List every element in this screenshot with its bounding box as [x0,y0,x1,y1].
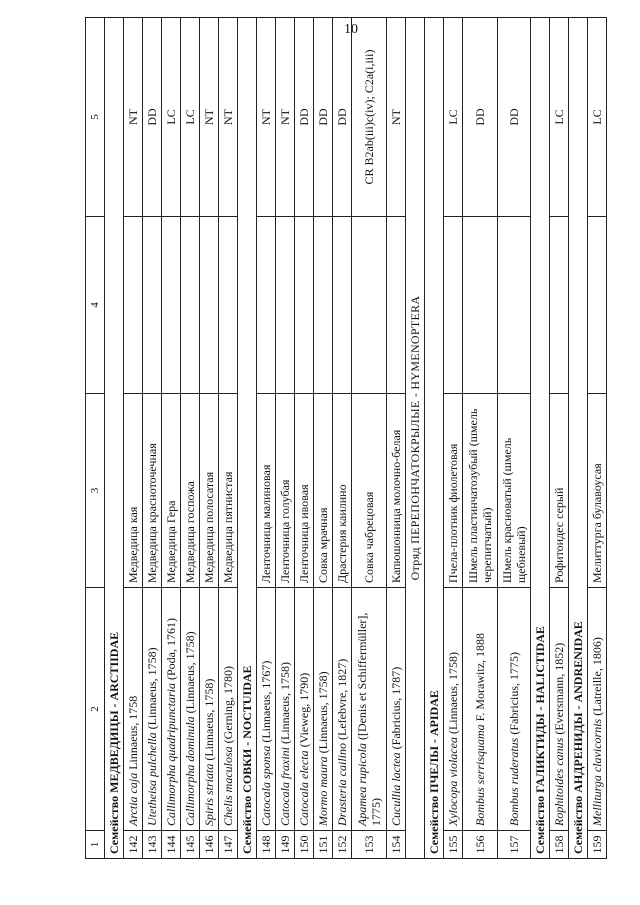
species-number: 153 [352,831,387,859]
species-number: 149 [276,831,295,859]
species-table [85,17,607,859]
species-russian-name: Медведица госпожа [181,394,200,588]
species-status: LC [162,18,181,217]
species-russian-name: Капюшонница молочно-белая [387,394,406,588]
species-author: (Linnaeus, 1758) [316,671,330,757]
species-russian-name: Медведица пятнистая [219,394,238,588]
species-genus: Xylocopa violacea [446,737,460,826]
species-col4 [588,217,607,394]
species-status: NT [200,18,219,217]
species-status: DD [498,18,531,217]
species-row [387,18,406,859]
species-number: 151 [314,831,333,859]
species-status: CR B2ab(iii)c(iv); C2a(i,iii) [352,18,387,217]
species-latin-name [444,588,463,831]
species-genus: Cucullia lactea [389,752,403,826]
species-row [162,18,181,859]
species-col4 [276,217,295,394]
species-status: DD [463,18,498,217]
species-status: NT [257,18,276,217]
order-row [406,18,425,859]
species-russian-name: Драстерия каилино [333,394,352,588]
species-latin-name [387,588,406,831]
species-status: LC [588,18,607,217]
species-author: Linnaeus, 1758 [126,695,140,773]
species-latin-name [257,588,276,831]
species-author: F. Morawitz, 1888 [473,632,487,725]
column-number: 3 [86,394,105,588]
species-number: 143 [143,831,162,859]
species-author: (Linnaeus, 1758) [202,678,216,764]
species-latin-name [498,588,531,831]
species-row [498,18,531,859]
species-author: (Eversmann, 1852) [552,642,566,738]
species-russian-name: Ленточница малиновая [257,394,276,588]
species-russian-name: Шмель красноватый (шмель щебневый) [498,394,531,588]
species-russian-name: Медведица полосатая [200,394,219,588]
species-col4 [463,217,498,394]
species-latin-name [314,588,333,831]
species-row [444,18,463,859]
species-number: 156 [463,831,498,859]
species-genus: Bombus serrisquama [473,724,487,826]
species-status: NT [276,18,295,217]
species-russian-name: Мелиттурга булавоусая [588,394,607,588]
species-russian-name: Рофитоидес серый [550,394,569,588]
species-number: 155 [444,831,463,859]
species-number: 150 [295,831,314,859]
species-status: DD [314,18,333,217]
species-genus: Melliturga clavicornis [590,718,604,826]
species-col4 [550,217,569,394]
species-status: DD [143,18,162,217]
species-status: NT [124,18,143,217]
family-row [238,18,257,859]
species-genus: Catocala electa [297,750,311,826]
species-col4 [219,217,238,394]
species-russian-name: Пчела-плотник фиолетовая [444,394,463,588]
species-col4 [295,217,314,394]
family-row [105,18,124,859]
species-latin-name [588,588,607,831]
species-genus: Arctia caja [126,772,140,826]
species-latin-name [352,588,387,831]
species-status: LC [550,18,569,217]
species-col4 [181,217,200,394]
family-row [569,18,588,859]
species-genus: Utetheisa pulchella [145,732,159,826]
species-status: LC [444,18,463,217]
species-col4 [333,217,352,394]
family-row [425,18,444,859]
species-genus: Catocala fraxini [278,747,292,826]
species-status: NT [219,18,238,217]
column-number-row [86,18,105,859]
species-russian-name: Медведица красноточечная [143,394,162,588]
species-latin-name [219,588,238,831]
family-title: Семейство ПЧЕЛЫ - APIDAE [425,18,444,859]
species-genus: Drasteria cailino [335,743,349,826]
species-number: 158 [550,831,569,859]
species-genus: Mormo maura [316,756,330,826]
column-number: 1 [86,831,105,859]
species-author: (Linnaeus, 1758) [278,662,292,747]
species-latin-name [124,588,143,831]
species-genus: Bombus ruderatus [507,737,521,826]
species-row [219,18,238,859]
order-title: Отряд ПЕРЕПОНЧАТОКРЫЛЫЕ - HYMENOPTERA [406,18,425,859]
species-russian-name: Медведица кая [124,394,143,588]
species-status: DD [333,18,352,217]
species-row [143,18,162,859]
species-row [463,18,498,859]
species-latin-name [181,588,200,831]
species-genus: Apamea rupicola [355,743,369,826]
species-number: 147 [219,831,238,859]
species-row [550,18,569,859]
species-author: (Linnaeus, 1767) [259,660,273,746]
species-russian-name: Ленточница голубая [276,394,295,588]
species-number: 154 [387,831,406,859]
species-genus: Callimorpha dominula [183,716,197,826]
column-number: 4 [86,217,105,394]
species-number: 142 [124,831,143,859]
family-title: Семейство МЕДВЕДИЦЫ - ARCTIIDAE [105,18,124,859]
family-title: Семейство АНДРЕНИДЫ - ANDRENIDAE [569,18,588,859]
column-number: 2 [86,588,105,831]
species-row [333,18,352,859]
species-russian-name: Медведица Гера [162,394,181,588]
species-genus: Callimorpha quadripunctaria [164,682,178,826]
species-row [352,18,387,859]
family-row [531,18,550,859]
species-number: 157 [498,831,531,859]
species-russian-name: Шмель пластинчатозубый (шмель черепитчатый) [463,394,498,588]
species-row [257,18,276,859]
species-row [181,18,200,859]
species-author: (Fabricius, 1775) [507,652,521,738]
species-col4 [257,217,276,394]
species-number: 144 [162,831,181,859]
species-latin-name [200,588,219,831]
species-latin-name [295,588,314,831]
species-latin-name [333,588,352,831]
species-latin-name [143,588,162,831]
species-row [588,18,607,859]
species-author: (Latreille, 1806) [590,637,604,719]
family-title: Семейство ГАЛИКТИДЫ - HALICTIDAE [531,18,550,859]
species-col4 [200,217,219,394]
species-russian-name: Ленточница ивовая [295,394,314,588]
species-row [124,18,143,859]
species-table-body [86,18,607,859]
species-row [200,18,219,859]
species-russian-name: Совка мрачная [314,394,333,588]
species-genus: Rophitoides canus [552,737,566,826]
species-status: DD [295,18,314,217]
species-number: 148 [257,831,276,859]
species-author: (Lefebvre, 1827) [335,658,349,743]
species-genus: Spiris striata [202,763,216,826]
species-latin-name [463,588,498,831]
species-author: (Linnaeus, 1758) [446,652,460,738]
species-latin-name [276,588,295,831]
species-status: NT [387,18,406,217]
species-col4 [314,217,333,394]
species-number: 152 [333,831,352,859]
species-col4 [143,217,162,394]
species-row [295,18,314,859]
species-col4 [387,217,406,394]
page-number: 10 [344,22,358,37]
species-col4 [124,217,143,394]
species-number: 145 [181,831,200,859]
species-author: (Gerning, 1780) [221,666,235,747]
species-author: (Linnaeus, 1758) [183,631,197,717]
species-author: (Fabricius, 1787) [389,666,403,753]
species-genus: Chelis maculosa [221,746,235,826]
species-col4 [444,217,463,394]
species-col4 [162,217,181,394]
species-russian-name: Совка чабрецовая [352,394,387,588]
species-latin-name [162,588,181,831]
species-col4 [352,217,387,394]
species-latin-name [550,588,569,831]
species-status: LC [181,18,200,217]
family-title: Семейство СОВКИ - NOCTUIDAE [238,18,257,859]
species-author: (Vieweg, 1790) [297,672,311,751]
species-row [276,18,295,859]
species-col4 [498,217,531,394]
species-genus: Catocala sponsa [259,745,273,826]
species-number: 159 [588,831,607,859]
species-author: (Linnaeus, 1758) [145,647,159,733]
species-row [314,18,333,859]
species-author: ([Denis et Schiffermüller], 1775) [355,612,383,826]
column-number: 5 [86,18,105,217]
species-author: (Poda, 1761) [164,617,178,683]
species-number: 146 [200,831,219,859]
